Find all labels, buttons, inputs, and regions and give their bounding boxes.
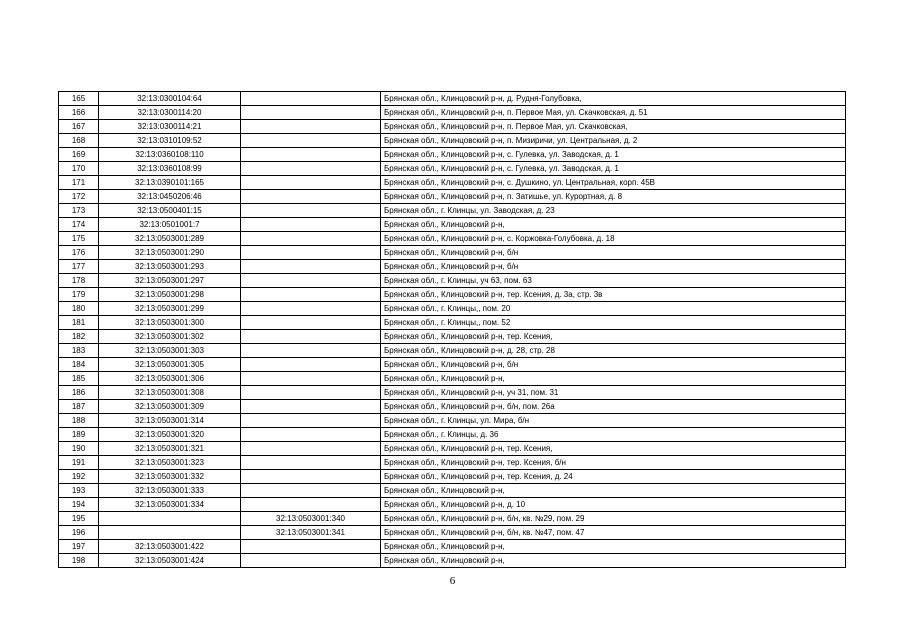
address-cell: Брянская обл., Клинцовский р-н, д. 10 [381, 498, 846, 512]
cadastral-number-cell [99, 526, 241, 540]
table-row [59, 302, 846, 316]
related-cadastral-number-cell [241, 540, 381, 554]
row-number-cell: 171 [59, 176, 99, 190]
row-number-cell: 189 [59, 428, 99, 442]
cadastral-number-cell: 32:13:0503001:308 [99, 386, 241, 400]
related-cadastral-number-cell [241, 260, 381, 274]
row-number-cell: 165 [59, 92, 99, 106]
table-row [59, 456, 846, 470]
related-cadastral-number-cell [241, 232, 381, 246]
table-row [59, 274, 846, 288]
address-cell: Брянская обл., г. Клинцы, ул. Заводская, д. 23 [381, 204, 846, 218]
row-number-cell: 173 [59, 204, 99, 218]
related-cadastral-number-cell [241, 456, 381, 470]
table-row [59, 400, 846, 414]
related-cadastral-number-cell [241, 414, 381, 428]
address-cell: Брянская обл., Клинцовский р-н, б/н [381, 358, 846, 372]
related-cadastral-number-cell [241, 302, 381, 316]
address-cell: Брянская обл., Клинцовский р-н, с. Душкино, ул. Центральная, корп. 45В [381, 176, 846, 190]
address-cell: Брянская обл., г. Клинцы, д. 36 [381, 428, 846, 442]
related-cadastral-number-cell [241, 330, 381, 344]
cadastral-number-cell [99, 512, 241, 526]
cadastral-number-cell: 32:13:0503001:314 [99, 414, 241, 428]
address-cell: Брянская обл., Клинцовский р-н, б/н [381, 246, 846, 260]
table-row [59, 260, 846, 274]
table-row [59, 148, 846, 162]
cadastral-number-cell: 32:13:0503001:333 [99, 484, 241, 498]
cadastral-number-cell: 32:13:0503001:321 [99, 442, 241, 456]
address-cell: Брянская обл., Клинцовский р-н, б/н, пом. 26а [381, 400, 846, 414]
row-number-cell: 177 [59, 260, 99, 274]
related-cadastral-number-cell [241, 428, 381, 442]
row-number-cell: 174 [59, 218, 99, 232]
related-cadastral-number-cell [241, 246, 381, 260]
table-row [59, 204, 846, 218]
row-number-cell: 188 [59, 414, 99, 428]
table-row [59, 190, 846, 204]
row-number-cell: 172 [59, 190, 99, 204]
cadastral-number-cell: 32:13:0503001:323 [99, 456, 241, 470]
related-cadastral-number-cell [241, 148, 381, 162]
cadastral-number-cell: 32:13:0390101:165 [99, 176, 241, 190]
row-number-cell: 193 [59, 484, 99, 498]
related-cadastral-number-cell [241, 386, 381, 400]
table-row [59, 232, 846, 246]
cadastral-number-cell: 32:13:0300114:20 [99, 106, 241, 120]
related-cadastral-number-cell [241, 288, 381, 302]
table-row [59, 176, 846, 190]
row-number-cell: 181 [59, 316, 99, 330]
row-number-cell: 192 [59, 470, 99, 484]
table-row [59, 344, 846, 358]
address-cell: Брянская обл., Клинцовский р-н, п. Затишье, ул. Курортная, д. 8 [381, 190, 846, 204]
table-row [59, 540, 846, 554]
row-number-cell: 194 [59, 498, 99, 512]
table-row [59, 358, 846, 372]
related-cadastral-number-cell: 32:13:0503001:341 [241, 526, 381, 540]
page-number: 6 [449, 575, 456, 587]
cadastral-number-cell: 32:13:0503001:300 [99, 316, 241, 330]
address-cell: Брянская обл., Клинцовский р-н, с. Гулевка, ул. Заводская, д. 1 [381, 162, 846, 176]
table-row [59, 92, 846, 106]
table-row [59, 498, 846, 512]
cadastral-number-cell: 32:13:0503001:424 [99, 554, 241, 568]
table-row [59, 134, 846, 148]
related-cadastral-number-cell [241, 176, 381, 190]
cadastral-number-cell: 32:13:0503001:334 [99, 498, 241, 512]
row-number-cell: 167 [59, 120, 99, 134]
cadastral-number-cell: 32:13:0300114:21 [99, 120, 241, 134]
cadastral-number-cell: 32:13:0503001:298 [99, 288, 241, 302]
table-row [59, 162, 846, 176]
related-cadastral-number-cell [241, 134, 381, 148]
row-number-cell: 182 [59, 330, 99, 344]
cadastral-number-cell: 32:13:0503001:305 [99, 358, 241, 372]
table-row [59, 106, 846, 120]
address-cell: Брянская обл., Клинцовский р-н, тер. Ксения, б/н [381, 456, 846, 470]
related-cadastral-number-cell [241, 92, 381, 106]
table-row [59, 442, 846, 456]
related-cadastral-number-cell [241, 554, 381, 568]
row-number-cell: 198 [59, 554, 99, 568]
address-cell: Брянская обл., Клинцовский р-н, п. Первое Мая, ул. Скачковская, [381, 120, 846, 134]
row-number-cell: 178 [59, 274, 99, 288]
address-cell: Брянская обл., г. Клинцы,, пом. 52 [381, 316, 846, 330]
cadastral-number-cell: 32:13:0503001:320 [99, 428, 241, 442]
table-row [59, 246, 846, 260]
related-cadastral-number-cell [241, 442, 381, 456]
cadastral-number-cell: 32:13:0503001:422 [99, 540, 241, 554]
related-cadastral-number-cell [241, 358, 381, 372]
table-row [59, 316, 846, 330]
row-number-cell: 190 [59, 442, 99, 456]
table-row [59, 386, 846, 400]
cadastral-number-cell: 32:13:0503001:293 [99, 260, 241, 274]
address-cell: Брянская обл., Клинцовский р-н, д. 28, стр. 28 [381, 344, 846, 358]
cadastral-number-cell: 32:13:0503001:302 [99, 330, 241, 344]
table-row [59, 484, 846, 498]
cadastral-number-cell: 32:13:0503001:309 [99, 400, 241, 414]
cadastral-number-cell: 32:13:0360108:110 [99, 148, 241, 162]
table-row [59, 470, 846, 484]
address-cell: Брянская обл., г. Клинцы, уч 63, пом. 63 [381, 274, 846, 288]
address-cell: Брянская обл., Клинцовский р-н, [381, 484, 846, 498]
cadastral-number-cell: 32:13:0503001:306 [99, 372, 241, 386]
related-cadastral-number-cell [241, 204, 381, 218]
address-cell: Брянская обл., Клинцовский р-н, б/н [381, 260, 846, 274]
registry-table-body [59, 92, 846, 568]
address-cell: Брянская обл., Клинцовский р-н, п. Мизиричи, ул. Центральная, д. 2 [381, 134, 846, 148]
address-cell: Брянская обл., г. Клинцы,, пом. 20 [381, 302, 846, 316]
cadastral-number-cell: 32:13:0503001:299 [99, 302, 241, 316]
address-cell: Брянская обл., Клинцовский р-н, п. Первое Мая, ул. Скачковская, д. 51 [381, 106, 846, 120]
address-cell: Брянская обл., Клинцовский р-н, тер. Ксения, [381, 442, 846, 456]
cadastral-number-cell: 32:13:0503001:303 [99, 344, 241, 358]
address-cell: Брянская обл., Клинцовский р-н, [381, 554, 846, 568]
address-cell: Брянская обл., Клинцовский р-н, тер. Ксения, д. 24 [381, 470, 846, 484]
registry-table [58, 91, 846, 568]
address-cell: Брянская обл., Клинцовский р-н, б/н, кв. №47, пом. 47 [381, 526, 846, 540]
table-row [59, 512, 846, 526]
table-row [59, 414, 846, 428]
table-row [59, 120, 846, 134]
cadastral-number-cell: 32:13:0450206:46 [99, 190, 241, 204]
row-number-cell: 197 [59, 540, 99, 554]
cadastral-number-cell: 32:13:0503001:290 [99, 246, 241, 260]
address-cell: Брянская обл., Клинцовский р-н, тер. Ксения, [381, 330, 846, 344]
address-cell: Брянская обл., Клинцовский р-н, [381, 218, 846, 232]
address-cell: Брянская обл., Клинцовский р-н, д. Рудня-Голубовка, [381, 92, 846, 106]
row-number-cell: 187 [59, 400, 99, 414]
related-cadastral-number-cell [241, 372, 381, 386]
related-cadastral-number-cell [241, 190, 381, 204]
address-cell: Брянская обл., г. Клинцы, ул. Мира, б/н [381, 414, 846, 428]
row-number-cell: 175 [59, 232, 99, 246]
address-cell: Брянская обл., Клинцовский р-н, [381, 372, 846, 386]
row-number-cell: 170 [59, 162, 99, 176]
cadastral-number-cell: 32:13:0500401:15 [99, 204, 241, 218]
address-cell: Брянская обл., Клинцовский р-н, б/н, кв. №29, пом. 29 [381, 512, 846, 526]
table-row [59, 554, 846, 568]
cadastral-number-cell: 32:13:0310109:52 [99, 134, 241, 148]
related-cadastral-number-cell [241, 316, 381, 330]
related-cadastral-number-cell [241, 162, 381, 176]
row-number-cell: 196 [59, 526, 99, 540]
related-cadastral-number-cell [241, 400, 381, 414]
related-cadastral-number-cell [241, 274, 381, 288]
row-number-cell: 169 [59, 148, 99, 162]
table-row [59, 218, 846, 232]
related-cadastral-number-cell: 32:13:0503001:340 [241, 512, 381, 526]
related-cadastral-number-cell [241, 470, 381, 484]
table-row [59, 526, 846, 540]
cadastral-number-cell: 32:13:0503001:289 [99, 232, 241, 246]
row-number-cell: 183 [59, 344, 99, 358]
table-row [59, 330, 846, 344]
row-number-cell: 186 [59, 386, 99, 400]
related-cadastral-number-cell [241, 498, 381, 512]
cadastral-number-cell: 32:13:0360108:99 [99, 162, 241, 176]
table-row [59, 428, 846, 442]
address-cell: Брянская обл., Клинцовский р-н, [381, 540, 846, 554]
table-row [59, 288, 846, 302]
table-row [59, 372, 846, 386]
row-number-cell: 179 [59, 288, 99, 302]
cadastral-number-cell: 32:13:0300104:64 [99, 92, 241, 106]
address-cell: Брянская обл., Клинцовский р-н, с. Коржовка-Голубовка, д. 18 [381, 232, 846, 246]
row-number-cell: 176 [59, 246, 99, 260]
cadastral-number-cell: 32:13:0503001:297 [99, 274, 241, 288]
row-number-cell: 166 [59, 106, 99, 120]
row-number-cell: 168 [59, 134, 99, 148]
cadastral-number-cell: 32:13:0501001:7 [99, 218, 241, 232]
address-cell: Брянская обл., Клинцовский р-н, уч 31, пом. 31 [381, 386, 846, 400]
related-cadastral-number-cell [241, 120, 381, 134]
related-cadastral-number-cell [241, 484, 381, 498]
row-number-cell: 185 [59, 372, 99, 386]
row-number-cell: 191 [59, 456, 99, 470]
related-cadastral-number-cell [241, 218, 381, 232]
related-cadastral-number-cell [241, 106, 381, 120]
related-cadastral-number-cell [241, 344, 381, 358]
row-number-cell: 195 [59, 512, 99, 526]
cadastral-number-cell: 32:13:0503001:332 [99, 470, 241, 484]
address-cell: Брянская обл., Клинцовский р-н, с. Гулевка, ул. Заводская, д. 1 [381, 148, 846, 162]
row-number-cell: 184 [59, 358, 99, 372]
row-number-cell: 180 [59, 302, 99, 316]
address-cell: Брянская обл., Клинцовский р-н, тер. Ксения, д. 3а, стр. 3в [381, 288, 846, 302]
